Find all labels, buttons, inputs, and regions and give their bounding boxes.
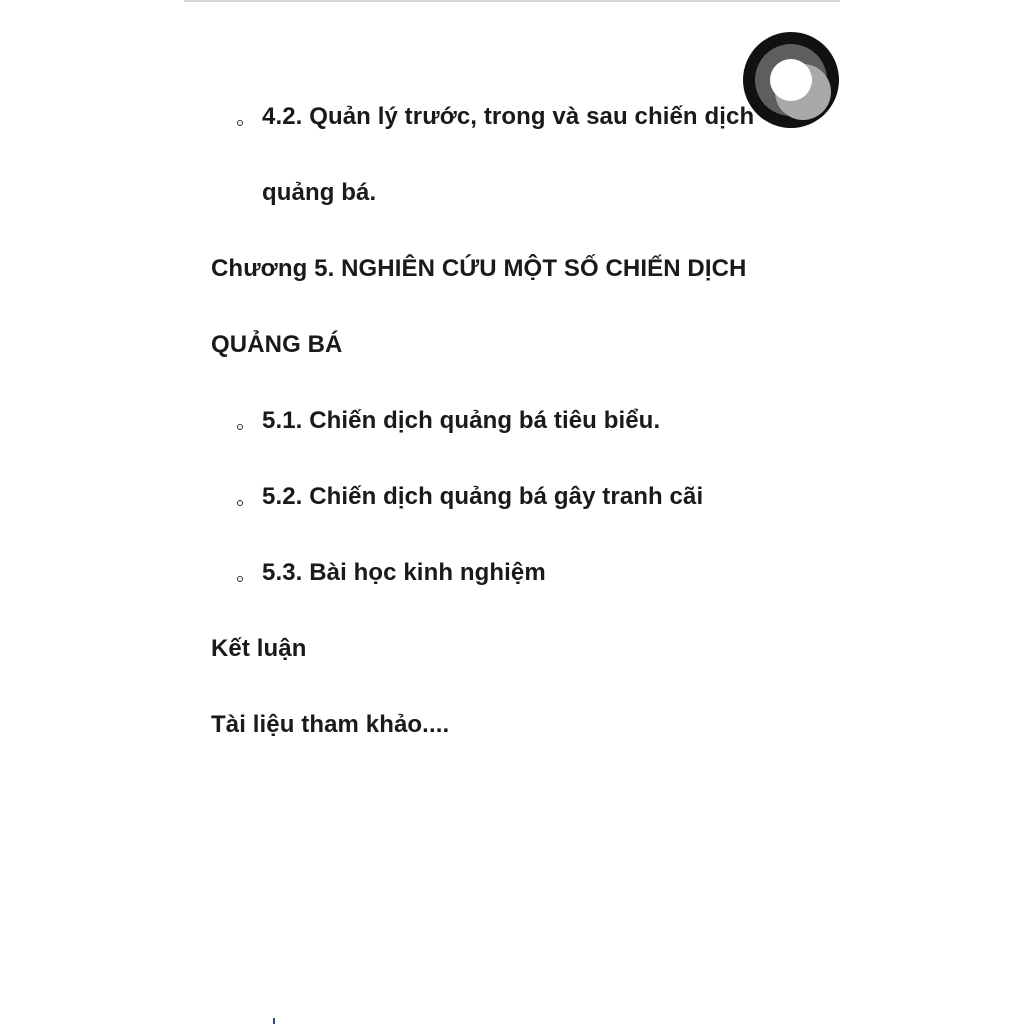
toc-references[interactable]: Tài liệu tham khảo.... xyxy=(211,711,450,738)
cursor-mark xyxy=(273,1018,275,1024)
assistive-touch-core xyxy=(770,59,812,101)
toc-item-5-3[interactable]: 5.3. Bài học kinh nghiệm xyxy=(262,559,546,586)
assistive-touch-button[interactable] xyxy=(743,32,839,128)
toc-item-4-2-line2[interactable]: quảng bá. xyxy=(262,179,377,206)
toc-conclusion[interactable]: Kết luận xyxy=(211,635,307,662)
bullet-icon xyxy=(237,576,243,582)
bullet-icon xyxy=(237,424,243,430)
toc-chapter-5-line2[interactable]: QUẢNG BÁ xyxy=(211,331,343,358)
bullet-icon xyxy=(237,120,243,126)
toc-item-5-1[interactable]: 5.1. Chiến dịch quảng bá tiêu biểu. xyxy=(262,407,661,434)
toc-item-4-2-line1[interactable]: 4.2. Quản lý trước, trong và sau chiến dịch xyxy=(262,103,755,130)
bullet-icon xyxy=(237,500,243,506)
toc-chapter-5-line1[interactable]: Chương 5. NGHIÊN CỨU MỘT SỐ CHIẾN DỊCH xyxy=(211,255,747,282)
toc-item-5-2[interactable]: 5.2. Chiến dịch quảng bá gây tranh cãi xyxy=(262,483,704,510)
